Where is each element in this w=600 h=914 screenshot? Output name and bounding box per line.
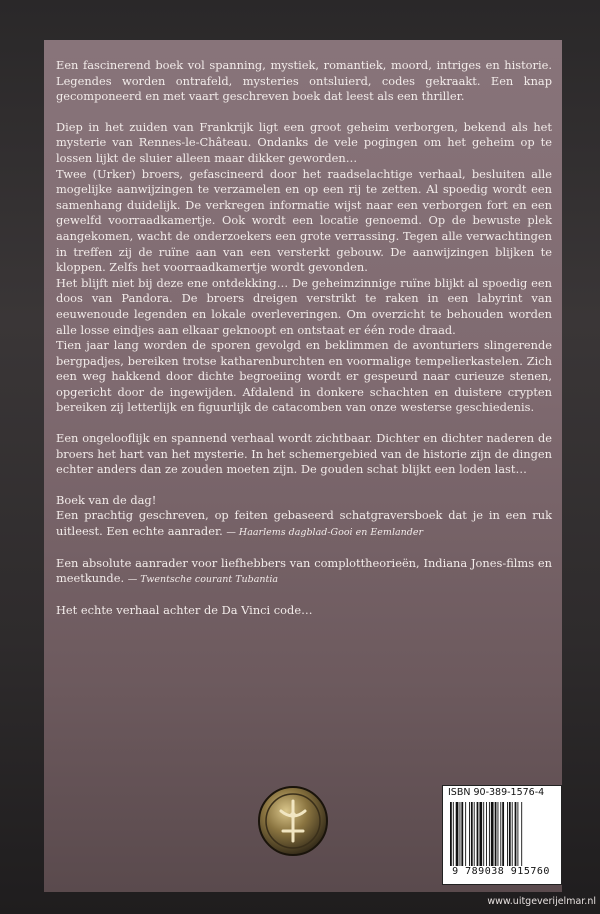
blurb-text: [56, 58, 552, 618]
intro-paragraph: Een fascinerend boek vol spanning, mystiek, romantiek, moord, intriges en historie. Legendes worden ontrafeld, mysteries ontsluierd, codes gekraakt. Een knap gecomponeerd en met vaart geschreven boek dat leest als een thriller.: [56, 58, 552, 104]
review-1-heading: Boek van de dag!: [56, 492, 157, 507]
templar-cross-coin-icon: [257, 785, 329, 857]
barcode-icon: [449, 802, 553, 866]
publisher-website: www.uitgeverijelmar.nl: [487, 896, 596, 907]
closing-paragraph: Een ongelooflijk en spannend verhaal wordt zichtbaar. Dichter en dichter naderen de broers het hart van het mysterie. In het schemergebied van de historie zijn de dingen echter anders dan ze zouden moeten zijn. De gouden schat blijkt een loden last…: [56, 431, 552, 477]
story-paragraph-2: Twee (Urker) broers, gefascineerd door het raadselachtige verhaal, besluiten alle mogelijke aanwijzingen te verzamelen en op een rij te zetten. Al spoedig wordt een samenhang duidelijk. De verkregen informatie wijst naar een verborgen fort en een gewelfd voorraadkamertje. Ook wordt een locatie genoemd. Op de bewuste plek aangekomen, wacht de onderzoekers een grote verrassing. Tegen alle verwachtingen in treffen zij de ruïne aan van een versterkt gebouw. De aanwijzingen blijken te kloppen. Zelfs het voorraadkamertje wordt gevonden.: [56, 166, 552, 275]
review-2: [56, 556, 552, 588]
review-1-source: — Haarlems dagblad-Gooi en Eemlander: [226, 527, 424, 539]
review-1: [56, 508, 552, 540]
story-paragraph-3: Het blijft niet bij deze ene ontdekking… De geheimzinnige ruïne blijkt al spoedig een doos van Pandora. De broers dreigen verstrikt te raken in een labyrint van eeuwenoude legenden en lokale overleveringen. Om overzicht te behouden worden alle losse eindjes aan elkaar geknoopt en ontstaat er één rode draad.: [56, 275, 552, 337]
review-2-text: Een absolute aanrader voor liefhebbers van complottheorieën, Indiana Jones-films en meetkunde.: [56, 555, 552, 586]
barcode-number: 9 789038 915760: [452, 866, 550, 877]
review-1-text: Een prachtig geschreven, op feiten gebaseerd schatgraversboek dat je in een ruk uitleest. Een echte aanrader.: [56, 508, 552, 539]
story-paragraph-4: Tien jaar lang worden de sporen gevolgd en beklimmen de avonturiers slingerende bergpadjes, bereiken trotse katharenburchten en voormalige tempelierkastelen. Zich een weg hakkend door dichte begroeiing wordt er gespeurd naar curieuze stenen, opgericht door de ingewijden. Afdalend in donkere schachten en duistere crypten bereiken zij letterlijk en figuurlijk de catacomben van onze westerse geschiedenis.: [56, 338, 552, 415]
isbn-label: ISBN 90-389-1576-4: [448, 787, 545, 798]
review-2-source: — Twentsche courant Tubantia: [127, 574, 279, 586]
story-paragraph-1: Diep in het zuiden van Frankrijk ligt een groot geheim verborgen, bekend als het mysterie van Rennes-le-Château. Ondanks de vele pogingen om het geheim op te lossen lijkt de sluier alleen maar dikker geworden…: [56, 119, 552, 165]
tagline: Het echte verhaal achter de Da Vinci code…: [56, 602, 313, 617]
